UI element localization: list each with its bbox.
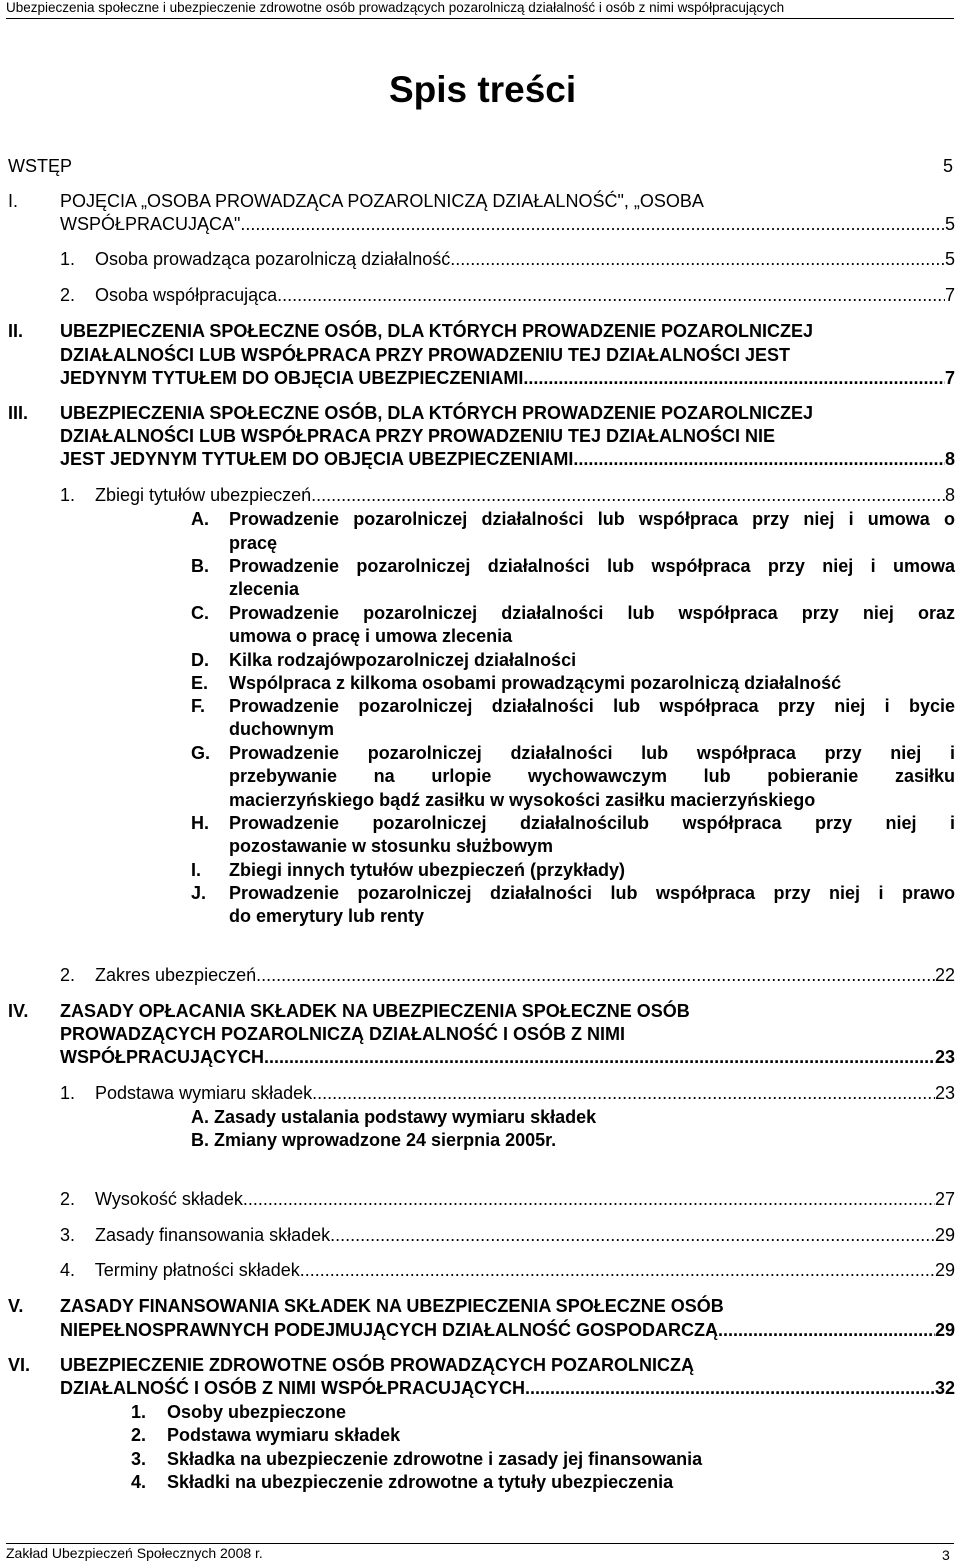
toc-entry[interactable] [60, 484, 955, 506]
toc-entry[interactable] [60, 1082, 955, 1104]
section-number: IV. [8, 1001, 29, 1021]
toc-entry[interactable] [60, 284, 955, 306]
footer-text: Zakład Ubezpieczeń Społecznych 2008 r. [6, 1545, 263, 1561]
subitem-number: 1. [131, 1402, 147, 1422]
page-number: 22 [934, 965, 955, 985]
footer-page-number: 3 [942, 1547, 950, 1563]
footer-divider [6, 1543, 954, 1544]
section-number: V. [8, 1296, 24, 1316]
subitem-line: Prowadzenie pozarolniczej działalnościlub współpraca przy niej i [229, 813, 955, 833]
entry-text: 2. Wysokość składek [60, 1189, 243, 1209]
dot-leader [240, 213, 945, 235]
dot-leader [256, 964, 935, 986]
entry-text: 2. Osoba współpracująca [60, 285, 278, 305]
entry-text: 1. Osoba prowadząca pozarolniczą działalność [60, 249, 451, 269]
subitem-line: Prowadzenie pozarolniczej działalności lub współpraca przy niej i umowa [229, 556, 955, 576]
toc-entry[interactable] [60, 248, 955, 270]
running-header: Ubezpieczenia społeczne i ubezpieczenie zdrowotne osób prowadzących pozarolniczą działalność i osób z nimi współpracujących [6, 0, 954, 19]
section-heading-line: POJĘCIA „OSOBA PROWADZĄCA POZAROLNICZĄ DZIAŁALNOŚĆ", „OSOBA [60, 191, 704, 211]
section-heading-line: DZIAŁALNOŚCI LUB WSPÓŁPRACA PRZY PROWADZENIU TEJ DZIAŁALNOŚCI JEST [60, 345, 791, 365]
section-heading-line: NIEPEŁNOSPRAWNYCH PODEJMUJĄCYCH DZIAŁALNOŚĆ GOSPODARCZĄ [60, 1320, 719, 1340]
subitem-line: do emerytury lub renty [229, 906, 425, 926]
dot-leader [277, 284, 945, 306]
subitem-line: Prowadzenie pozarolniczej działalności lub współpraca przy niej i prawo [229, 883, 955, 903]
page-number: 8 [944, 485, 955, 505]
subitem-line: Prowadzenie pozarolniczej działalności lub współpraca przy niej i umowa o [229, 509, 955, 529]
page-title: Spis treści [389, 69, 577, 110]
subitem-letter: D. [191, 650, 209, 670]
page-number: 23 [934, 1083, 955, 1103]
subitem-letter: H. [191, 813, 209, 833]
subitem-number: 4. [131, 1472, 147, 1492]
subitem-line: umowa o pracę i umowa zlecenia [229, 626, 513, 646]
page-number: 32 [934, 1378, 955, 1398]
page-number: 23 [934, 1047, 955, 1067]
toc-entry-section-4[interactable] [60, 1046, 955, 1068]
page-number: 7 [944, 368, 955, 388]
subitem-letter: C. [191, 603, 209, 623]
subitem-line: Prowadzenie pozarolniczej działalności lub współpraca przy niej i bycie [229, 696, 955, 716]
subitem-line: Kilka rodzajówpozarolniczej działalności [229, 650, 577, 670]
subitem-line: Wspólpraca z kilkoma osobami prowadzącymi pozarolniczą działalność [229, 673, 842, 693]
page-number: 5 [944, 214, 955, 234]
page-number: 5 [944, 249, 955, 269]
subitem-line: duchownym [229, 719, 335, 739]
section-number: VI. [8, 1355, 31, 1375]
subitem-line: pracę [229, 533, 278, 553]
toc-entry-wstep-page: 5 [943, 156, 954, 176]
entry-text: 3. Zasady finansowania składek [60, 1225, 331, 1245]
dot-leader [525, 1377, 935, 1399]
section-heading-line: ZASADY OPŁACANIA SKŁADEK NA UBEZPIECZENIA SPOŁECZNE OSÓB [60, 1001, 690, 1021]
section-heading-line: WSPÓŁPRACUJĄCYCH [60, 1047, 265, 1067]
dot-leader [300, 1259, 935, 1281]
subitem-letter: I. [191, 860, 202, 880]
subitem-line: B. Zmiany wprowadzone 24 sierpnia 2005r. [191, 1130, 557, 1150]
toc-entry-section-1[interactable] [60, 213, 955, 235]
subitem-line: Zbiegi innych tytułów ubezpieczeń (przykłady) [229, 860, 626, 880]
subitem-line: Prowadzenie pozarolniczej działalności lub współpraca przy niej i [229, 743, 955, 763]
subitem-line: zlecenia [229, 579, 300, 599]
page-number: 7 [944, 285, 955, 305]
entry-text: 2. Zakres ubezpieczeń [60, 965, 257, 985]
section-heading-line: WSPÓŁPRACUJĄCA" [60, 214, 241, 234]
section-heading-line: JEST JEDYNYM TYTUŁEM DO OBJĘCIA UBEZPIECZENIAMI [60, 449, 574, 469]
section-heading-line: DZIAŁALNOŚĆ I OSÓB Z NIMI WSPÓŁPRACUJĄCYCH [60, 1378, 526, 1398]
dot-leader [573, 448, 945, 470]
subitem-line: A. Zasady ustalania podstawy wymiaru składek [191, 1107, 597, 1127]
dot-leader [523, 367, 945, 389]
subitem-letter: E. [191, 673, 209, 693]
subitem-line: Prowadzenie pozarolniczej działalności lub współpraca przy niej oraz [229, 603, 955, 623]
section-number: II. [8, 321, 24, 341]
subitem-letter: F. [191, 696, 206, 716]
subitem-number: 2. [131, 1425, 147, 1445]
page-number: 29 [934, 1320, 955, 1340]
dot-leader [330, 1224, 935, 1246]
section-heading-line: JEDYNYM TYTUŁEM DO OBJĘCIA UBEZPIECZENIAMI [60, 368, 524, 388]
subitem-letter: G. [191, 743, 211, 763]
entry-text: 1. Podstawa wymiaru składek [60, 1083, 313, 1103]
toc-entry[interactable] [60, 1224, 955, 1246]
section-heading-line: UBEZPIECZENIA SPOŁECZNE OSÓB, DLA KTÓRYCH PROWADZENIE POZAROLNICZEJ [60, 321, 814, 341]
section-heading-line: UBEZPIECZENIA SPOŁECZNE OSÓB, DLA KTÓRYCH PROWADZENIE POZAROLNICZEJ [60, 403, 814, 423]
subitem-number: 3. [131, 1449, 147, 1469]
subitem-letter: J. [191, 883, 207, 903]
page-number: 8 [944, 449, 955, 469]
page-number: 29 [934, 1225, 955, 1245]
section-heading-line: UBEZPIECZENIE ZDROWOTNE OSÓB PROWADZĄCYCH POZAROLNICZĄ [60, 1355, 694, 1375]
page-number: 29 [934, 1260, 955, 1280]
dot-leader [311, 484, 945, 506]
section-heading-line: PROWADZĄCYCH POZAROLNICZĄ DZIAŁALNOŚĆ I OSÓB Z NIMI [60, 1024, 625, 1044]
subitem-line: Składki na ubezpieczenie zdrowotne a tytuły ubezpieczenia [167, 1472, 674, 1492]
toc-entry-section-6[interactable] [60, 1377, 955, 1399]
toc-entry[interactable] [60, 964, 955, 986]
toc-entry-section-5[interactable] [60, 1319, 955, 1341]
subitem-line: przebywanie na urlopie wychowawczym lub pobieranie zasiłku [229, 766, 955, 786]
section-heading-line: ZASADY FINANSOWANIA SKŁADEK NA UBEZPIECZENIA SPOŁECZNE OSÓB [60, 1296, 724, 1316]
subitem-line: Składka na ubezpieczenie zdrowotne i zasady jej finansowania [167, 1449, 703, 1469]
section-number: I. [8, 191, 19, 211]
toc-entry-wstep[interactable]: WSTĘP [8, 156, 73, 176]
subitem-line: macierzyńskiego bądź zasiłku w wysokości zasiłku macierzyńskiego [229, 790, 816, 810]
dot-leader [312, 1082, 935, 1104]
entry-text: 1. Zbiegi tytułów ubezpieczeń [60, 485, 312, 505]
dot-leader [718, 1319, 935, 1341]
toc-entry-section-2[interactable] [60, 367, 955, 389]
entry-text: 4. Terminy płatności składek [60, 1260, 300, 1280]
page-number: 27 [934, 1189, 955, 1209]
subitem-letter: B. [191, 556, 209, 576]
toc-entry[interactable] [60, 1259, 955, 1281]
section-heading-line: DZIAŁALNOŚCI LUB WSPÓŁPRACA PRZY PROWADZENIU TEJ DZIAŁALNOŚCI NIE [60, 426, 776, 446]
subitem-line: pozostawanie w stosunku służbowym [229, 836, 554, 856]
subitem-line: Podstawa wymiaru składek [167, 1425, 401, 1445]
section-number: III. [8, 403, 29, 423]
dot-leader [243, 1188, 935, 1210]
subitem-letter: A. [191, 509, 209, 529]
toc-entry[interactable] [60, 1188, 955, 1210]
dot-leader [450, 248, 945, 270]
subitem-line: Osoby ubezpieczone [167, 1402, 347, 1422]
toc-entry-section-3[interactable] [60, 448, 955, 470]
dot-leader [264, 1046, 935, 1068]
